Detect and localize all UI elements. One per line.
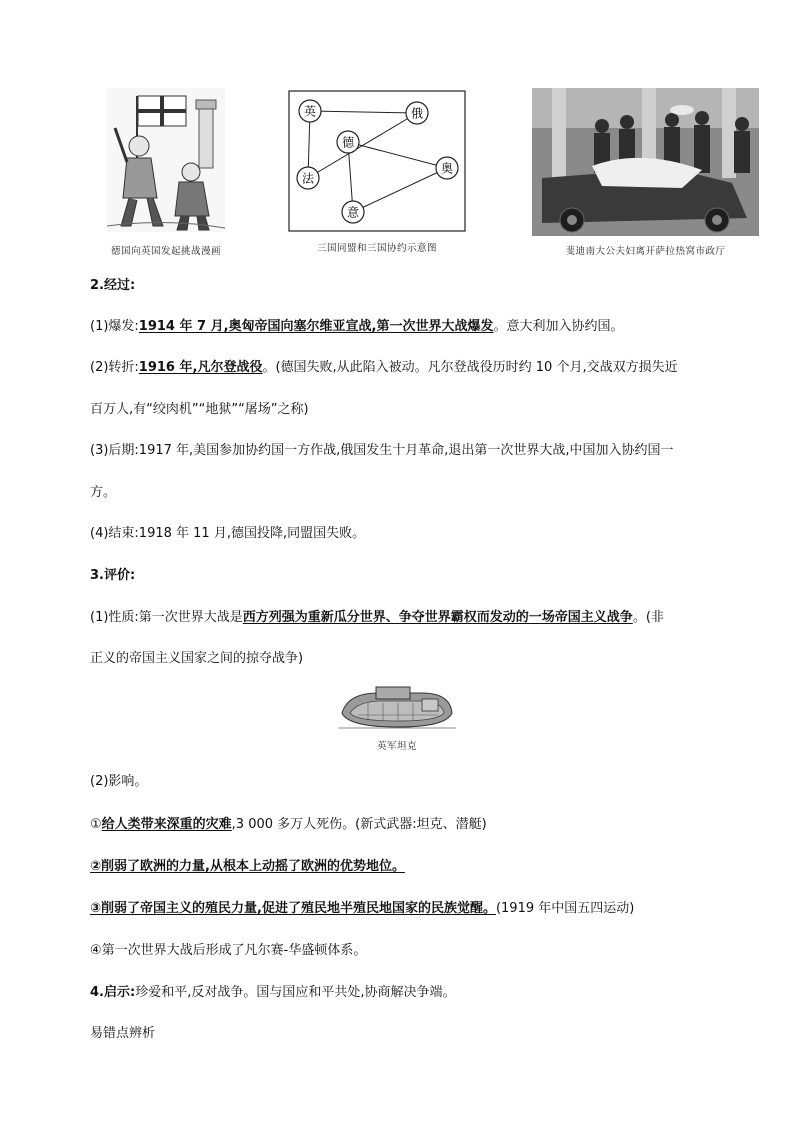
nature-label: (1)性质:第一次世界大战是 — [90, 610, 243, 625]
section2-later-cont: 方。 — [90, 485, 117, 500]
svg-text:德: 德 — [341, 135, 355, 150]
svg-text:意: 意 — [346, 205, 360, 220]
node-germany — [337, 131, 359, 153]
outbreak-key: 1914 年 7 月,奥匈帝国向塞尔维亚宣战,第一次世界大战爆发 — [138, 319, 494, 334]
section4 — [90, 984, 455, 1002]
section2-later: (3)后期:1917 年,美国参加协约国一方作战,俄国发生十月革命,退出第一次世界大战,中国加入协约国一 — [90, 443, 674, 458]
outbreak-label: (1)爆发: — [90, 319, 139, 334]
section2-turning — [90, 359, 678, 377]
cartoon-image — [107, 88, 225, 232]
svg-text:英: 英 — [303, 104, 317, 119]
section3-nature-cont: 正义的帝国主义国家之间的掠夺战争) — [90, 651, 304, 666]
impact3-key: ③削弱了帝国主义的殖民力量,促进了殖民地半殖民地国家的民族觉醒。 — [90, 901, 496, 916]
turning-rest: 。(德国失败,从此陷入被动。凡尔登战役历时约 10 个月,交战双方损失近 — [262, 360, 678, 375]
section2-outbreak — [90, 318, 624, 336]
turning-key: 1916 年,凡尔登战役 — [138, 360, 263, 375]
node-austria — [436, 157, 458, 179]
impact1-rest: ,3 000 多万人死伤。(新式武器:坦克、潜艇) — [231, 817, 487, 832]
outbreak-rest: 。意大利加入协约国。 — [493, 319, 624, 334]
tank-caption: 英军坦克 — [376, 741, 417, 752]
section4-text: 珍爱和平,反对战争。国与国应和平共处,协商解决争端。 — [135, 985, 456, 1000]
impact-item-4: ④第一次世界大战后形成了凡尔赛-华盛顿体系。 — [90, 943, 367, 958]
nature-rest: 。(非 — [632, 610, 664, 625]
impact-item-2: ②削弱了欧洲的力量,从根本上动摇了欧洲的优势地位。 — [90, 859, 405, 874]
section3-nature — [90, 609, 664, 627]
section3-impact: (2)影响。 — [90, 774, 148, 789]
node-uk — [299, 100, 321, 122]
alliance-diagram — [288, 90, 466, 232]
impact1-key: 给人类带来深重的灾难 — [101, 817, 232, 832]
tank-image — [338, 685, 456, 729]
nature-key: 西方列强为重新瓜分世界、争夺世界霸权而发动的一场帝国主义战争 — [242, 610, 633, 625]
section2-turning-cont: 百万人,有“绞肉机”“地狱”“屠场”之称) — [90, 402, 309, 417]
node-italy — [342, 201, 364, 223]
node-france — [297, 167, 319, 189]
node-russia — [406, 102, 428, 124]
impact1-marker: ① — [90, 817, 102, 832]
section4-heading: 4.启示: — [90, 985, 136, 1000]
svg-text:俄: 俄 — [410, 106, 424, 121]
svg-text:奥: 奥 — [440, 161, 454, 176]
footer-label: 易错点辨析 — [90, 1026, 156, 1041]
section3-heading: 3.评价: — [90, 568, 136, 583]
sarajevo-photo — [532, 88, 759, 236]
section2-heading: 2.经过: — [90, 278, 136, 293]
impact-item-3 — [90, 900, 634, 918]
section2-end: (4)结束:1918 年 11 月,德国投降,同盟国失败。 — [90, 526, 366, 541]
cartoon-caption: 德国向英国发起挑战漫画 — [110, 246, 221, 257]
turning-label: (2)转折: — [90, 360, 139, 375]
impact-item-1 — [90, 816, 487, 834]
svg-text:法: 法 — [301, 171, 315, 186]
diagram-caption: 三国同盟和三国协约示意图 — [316, 243, 437, 254]
impact3-rest: (1919 年中国五四运动) — [495, 901, 635, 916]
photo-caption: 斐迪南大公夫妇离开萨拉热窝市政厅 — [565, 246, 726, 257]
